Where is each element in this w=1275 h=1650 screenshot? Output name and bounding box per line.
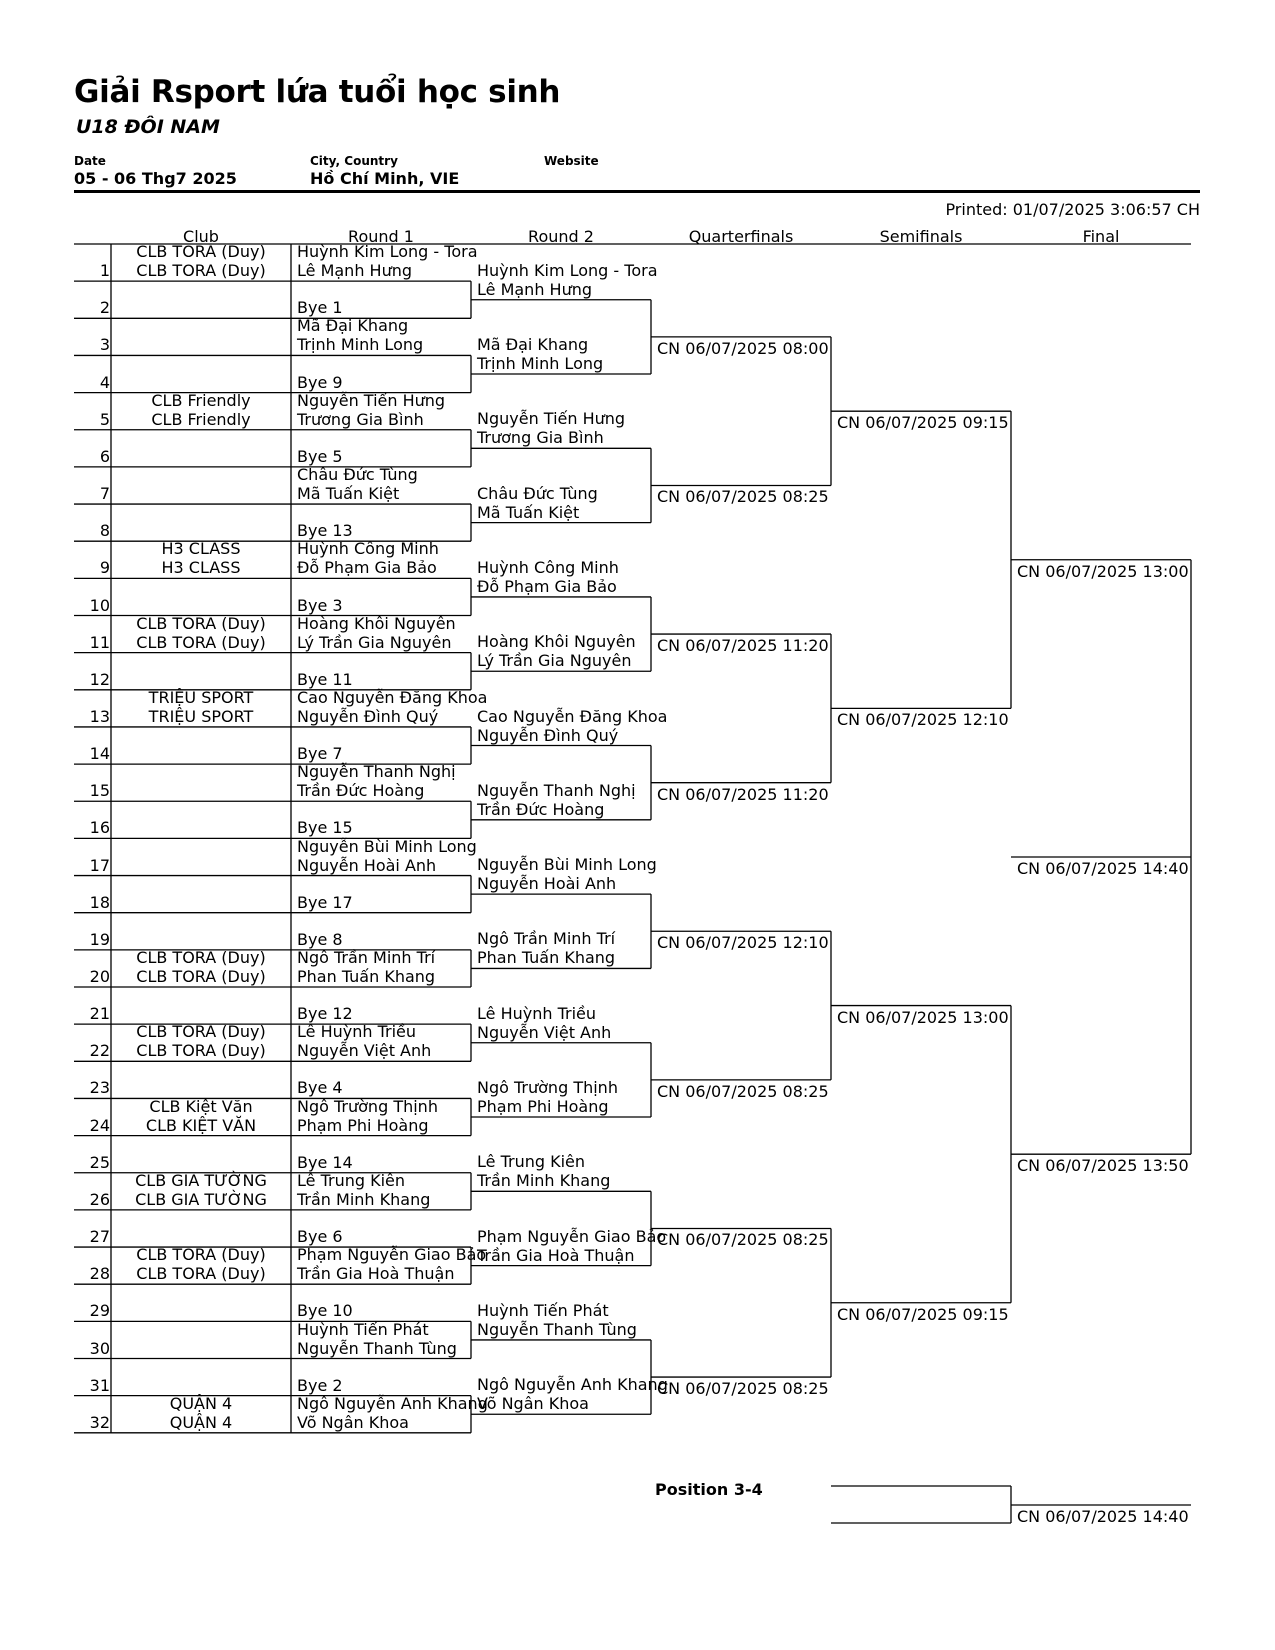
club-name: CLB TORA (Duy): [136, 1264, 266, 1284]
player-name: Bye 11: [297, 669, 353, 689]
round2-player: Mã Tuấn Kiệt: [477, 502, 580, 522]
player-name: Trịnh Minh Long: [297, 335, 424, 355]
seed-number: 23: [89, 1078, 110, 1098]
club-name: CLB Friendly: [151, 409, 251, 429]
round2-player: Châu Đức Tùng: [477, 483, 598, 503]
round2-player: Nguyễn Việt Anh: [477, 1022, 612, 1042]
quarterfinal-time: CN 06/07/2025 12:10: [657, 933, 829, 953]
club-name: CLB TORA (Duy): [136, 261, 266, 281]
column-header-round2: Round 2: [528, 227, 594, 246]
club-name: CLB TORA (Duy): [136, 1245, 266, 1265]
club-name: CLB Kiệt Văn: [149, 1096, 253, 1116]
round2-player: Trương Gia Bình: [477, 428, 604, 448]
player-name: Bye 5: [297, 446, 343, 466]
club-name: QUẬN 4: [169, 1412, 233, 1432]
round2-player: Nguyễn Hoài Anh: [477, 874, 617, 894]
player-name: Bye 13: [297, 521, 353, 541]
round2-player: Lê Trung Kiên: [477, 1152, 586, 1172]
player-name: Trần Minh Khang: [297, 1189, 431, 1209]
player-name: Hoàng Khôi Nguyên: [297, 613, 456, 633]
player-name: Châu Đức Tùng: [297, 465, 418, 485]
player-name: Nguyễn Bùi Minh Long: [297, 836, 477, 856]
player-name: Bye 12: [297, 1004, 353, 1024]
round2-player: Phan Tuấn Khang: [477, 948, 616, 968]
seed-number: 29: [89, 1301, 110, 1321]
city-label: City, Country: [310, 154, 398, 168]
date-value: 05 - 06 Thg7 2025: [74, 169, 237, 188]
player-name: Trần Đức Hoàng: [297, 781, 425, 801]
semifinal-time: CN 06/07/2025 09:15: [837, 413, 1009, 433]
round2-player: Huỳnh Công Minh: [477, 557, 619, 577]
player-name: Lê Trung Kiên: [297, 1170, 406, 1190]
round2-player: Nguyễn Thanh Tùng: [477, 1319, 637, 1339]
seed-number: 17: [89, 855, 110, 875]
round2-player: Hoàng Khôi Nguyên: [477, 632, 636, 652]
club-name: QUẬN 4: [169, 1393, 233, 1413]
round2-player: Nguyễn Đình Quý: [477, 725, 619, 745]
seed-number: 14: [89, 744, 110, 764]
quarterfinal-time: CN 06/07/2025 11:20: [657, 636, 829, 656]
final-time: CN 06/07/2025 13:50: [1017, 1156, 1189, 1176]
club-name: CLB GIA TƯỜNG: [135, 1189, 267, 1209]
player-name: Cao Nguyễn Đăng Khoa: [297, 687, 488, 707]
club-name: CLB TORA (Duy): [136, 613, 266, 633]
quarterfinal-time: CN 06/07/2025 11:20: [657, 784, 829, 804]
column-header-club: Club: [183, 227, 219, 246]
player-name: Mã Đại Khang: [297, 316, 409, 336]
player-name: Bye 7: [297, 744, 343, 764]
club-name: H3 CLASS: [161, 539, 241, 559]
player-name: Bye 1: [297, 298, 343, 318]
quarterfinal-time: CN 06/07/2025 08:25: [657, 1379, 829, 1399]
seed-number: 2: [99, 298, 110, 318]
seed-number: 24: [89, 1115, 110, 1135]
city-value: Hồ Chí Minh, VIE: [310, 169, 460, 188]
player-name: Nguyễn Thanh Nghị: [297, 762, 456, 782]
club-name: CLB TORA (Duy): [136, 632, 266, 652]
player-name: Lê Mạnh Hưng: [297, 261, 413, 281]
player-name: Trần Gia Hoà Thuận: [297, 1264, 455, 1284]
seed-number: 32: [89, 1412, 110, 1432]
seed-number: 6: [99, 446, 110, 466]
round2-player: Lý Trần Gia Nguyên: [477, 651, 632, 671]
semifinal-time: CN 06/07/2025 13:00: [837, 1007, 1009, 1027]
seed-number: 10: [89, 595, 110, 615]
seed-number: 18: [89, 892, 110, 912]
player-name: Nguyễn Tiến Hưng: [297, 390, 446, 410]
column-header-final: Final: [1082, 227, 1120, 246]
final-time: CN 06/07/2025 13:00: [1017, 561, 1189, 581]
position34-time: CN 06/07/2025 14:40: [1017, 1507, 1189, 1526]
player-name: Nguyễn Việt Anh: [297, 1041, 432, 1061]
player-name: Bye 4: [297, 1078, 343, 1098]
seed-number: 31: [89, 1375, 110, 1395]
round2-player: Ngô Trần Minh Trí: [477, 929, 616, 949]
seed-number: 26: [89, 1189, 110, 1209]
player-name: Huỳnh Kim Long - Tora: [297, 242, 478, 262]
seed-number: 27: [89, 1227, 110, 1247]
club-name: CLB TORA (Duy): [136, 242, 266, 262]
seed-number: 3: [99, 335, 110, 355]
player-name: Phan Tuấn Khang: [297, 967, 436, 986]
player-name: Bye 17: [297, 892, 353, 912]
round2-player: Phạm Phi Hoàng: [477, 1097, 609, 1117]
seed-number: 22: [89, 1041, 110, 1061]
player-name: Nguyễn Thanh Tùng: [297, 1338, 457, 1358]
semifinal-time: CN 06/07/2025 09:15: [837, 1304, 1009, 1324]
column-header-quarterfinals: Quarterfinals: [688, 227, 794, 246]
player-name: Ngô Trường Thịnh: [297, 1096, 438, 1116]
player-name: Trương Gia Bình: [297, 409, 424, 429]
seed-number: 19: [89, 929, 110, 949]
seed-number: 12: [89, 669, 110, 689]
seed-number: 21: [89, 1004, 110, 1024]
club-name: CLB Friendly: [151, 390, 251, 410]
player-name: Mã Tuấn Kiệt: [297, 484, 400, 504]
player-name: Lý Trần Gia Nguyên: [297, 632, 452, 652]
player-name: Bye 15: [297, 818, 353, 838]
club-name: CLB TORA (Duy): [136, 1041, 266, 1061]
printed-timestamp: Printed: 01/07/2025 3:06:57 CH: [945, 200, 1200, 219]
player-name: Lê Huỳnh Triều: [297, 1022, 416, 1042]
player-name: Bye 3: [297, 595, 343, 615]
round2-player: Cao Nguyễn Đăng Khoa: [477, 706, 668, 726]
seed-number: 30: [89, 1338, 110, 1358]
player-name: Bye 10: [297, 1301, 353, 1321]
semifinal-time: CN 06/07/2025 12:10: [837, 710, 1009, 730]
seed-number: 25: [89, 1152, 110, 1172]
date-label: Date: [74, 154, 106, 168]
seed-number: 13: [89, 706, 110, 726]
quarterfinal-time: CN 06/07/2025 08:25: [657, 487, 829, 507]
player-name: Nguyễn Đình Quý: [297, 706, 439, 726]
player-name: Huỳnh Công Minh: [297, 539, 439, 559]
player-name: Ngô Nguyễn Anh Khang: [297, 1393, 488, 1413]
website-label: Website: [544, 154, 599, 168]
seed-number: 5: [99, 409, 110, 429]
player-name: Đỗ Phạm Gia Bảo: [297, 558, 437, 578]
quarterfinal-time: CN 06/07/2025 08:25: [657, 1230, 829, 1250]
round2-player: Trần Minh Khang: [477, 1171, 611, 1191]
quarterfinal-time: CN 06/07/2025 08:00: [657, 338, 829, 358]
event-name: U18 ĐÔI NAM: [76, 116, 220, 138]
round2-player: Nguyễn Tiến Hưng: [477, 409, 626, 429]
seed-number: 1: [99, 261, 110, 281]
club-name: CLB TORA (Duy): [136, 948, 266, 967]
round2-player: Nguyễn Bùi Minh Long: [477, 855, 657, 875]
club-name: H3 CLASS: [161, 558, 241, 578]
tournament-title: Giải Rsport lứa tuổi học sinh: [74, 74, 561, 110]
column-header-semifinals: Semifinals: [879, 227, 963, 246]
player-name: Bye 14: [297, 1152, 353, 1172]
round2-player: Đỗ Phạm Gia Bảo: [477, 576, 617, 596]
club-name: TRIỆU SPORT: [148, 687, 254, 707]
final-winner-time: CN 06/07/2025 14:40: [1017, 858, 1189, 878]
club-name: TRIỆU SPORT: [148, 706, 254, 726]
round2-player: Trịnh Minh Long: [477, 354, 604, 374]
club-name: CLB TORA (Duy): [136, 1022, 266, 1042]
round2-player: Mã Đại Khang: [477, 335, 589, 355]
round2-player: Ngô Nguyễn Anh Khang: [477, 1375, 668, 1395]
round2-player: Võ Ngân Khoa: [477, 1394, 589, 1414]
club-name: CLB KIỆT VĂN: [145, 1115, 257, 1135]
player-name: Bye 2: [297, 1375, 343, 1395]
seed-number: 15: [89, 781, 110, 801]
seed-number: 9: [99, 558, 110, 578]
player-name: Võ Ngân Khoa: [297, 1412, 409, 1432]
player-name: Bye 6: [297, 1227, 343, 1247]
round2-player: Phạm Nguyễn Giao Bảo: [477, 1226, 667, 1246]
column-header-round1: Round 1: [348, 227, 414, 246]
player-name: Phạm Nguyễn Giao Bảo: [297, 1245, 487, 1265]
player-name: Ngô Trần Minh Trí: [297, 948, 436, 967]
quarterfinal-time: CN 06/07/2025 08:25: [657, 1081, 829, 1101]
seed-number: 16: [89, 818, 110, 838]
round2-player: Lê Mạnh Hưng: [477, 279, 593, 299]
player-name: Nguyễn Hoài Anh: [297, 855, 437, 875]
round2-player: Lê Huỳnh Triều: [477, 1003, 596, 1023]
position-3-4-label: Position 3-4: [655, 1480, 763, 1499]
round2-player: Ngô Trường Thịnh: [477, 1078, 618, 1098]
player-name: Bye 9: [297, 372, 343, 392]
round2-player: Nguyễn Thanh Nghị: [477, 780, 636, 800]
seed-number: 11: [89, 632, 110, 652]
round2-player: Huỳnh Tiến Phát: [477, 1300, 609, 1320]
player-name: Bye 8: [297, 929, 343, 949]
round2-player: Huỳnh Kim Long - Tora: [477, 260, 658, 280]
club-name: CLB GIA TƯỜNG: [135, 1170, 267, 1190]
seed-number: 28: [89, 1264, 110, 1284]
player-name: Huỳnh Tiến Phát: [297, 1319, 429, 1339]
seed-number: 8: [99, 521, 110, 541]
club-name: CLB TORA (Duy): [136, 967, 266, 986]
round2-player: Trần Đức Hoàng: [477, 799, 605, 819]
player-name: Phạm Phi Hoàng: [297, 1115, 429, 1135]
seed-number: 4: [99, 372, 110, 392]
seed-number: 7: [99, 484, 110, 504]
round2-player: Trần Gia Hoà Thuận: [477, 1245, 635, 1265]
seed-number: 20: [89, 967, 110, 986]
